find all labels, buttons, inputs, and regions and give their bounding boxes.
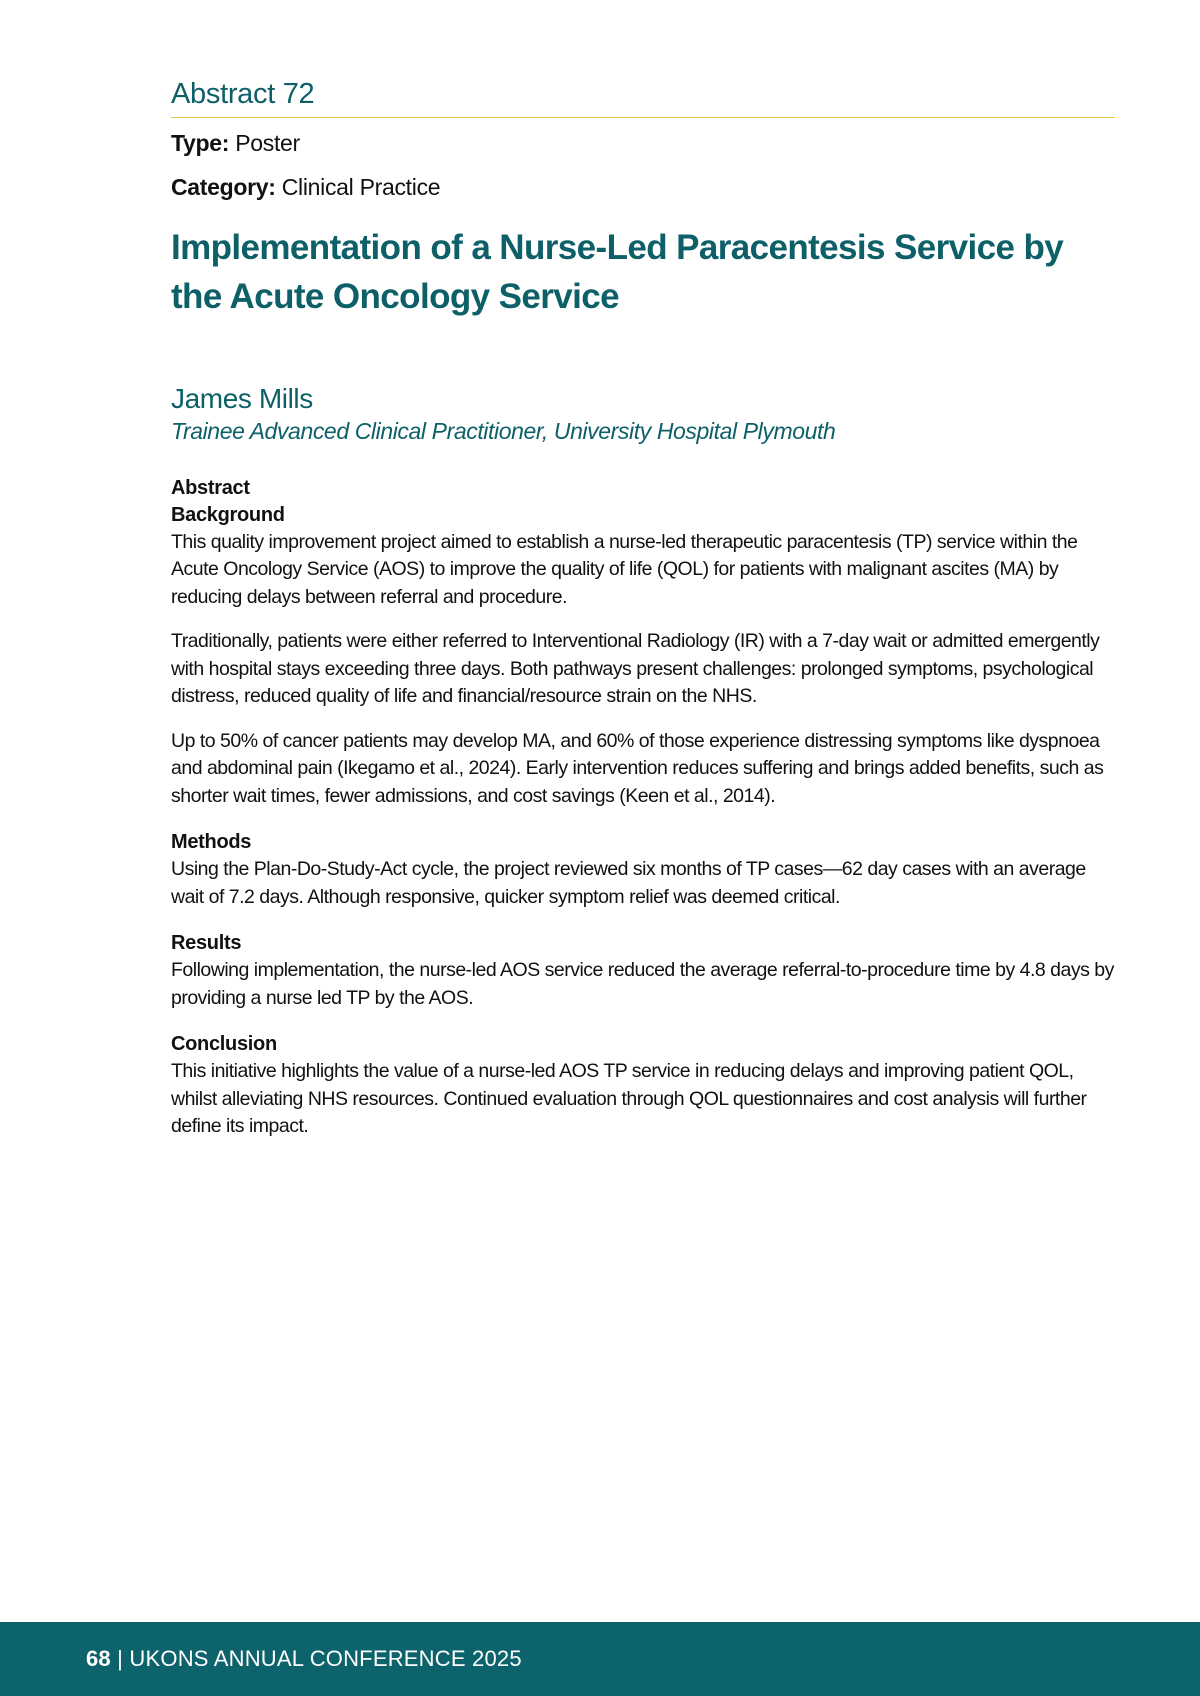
paragraph: Up to 50% of cancer patients may develop MA, and 60% of those experience distressing symptoms like dyspnoea and abdominal pain (Ikegamo et al., 2024). Early intervention reduces suffering and brings added benefits, such as shorter wait times, fewer admissions, and cost savings (Keen et al., 2014). bbox=[171, 729, 1104, 807]
section-heading: Conclusion bbox=[171, 1033, 277, 1056]
footer-page-number: 68 bbox=[86, 1646, 111, 1671]
footer-conference: UKONS ANNUAL CONFERENCE 2025 bbox=[129, 1646, 522, 1671]
abstract-number: Abstract 72 bbox=[171, 78, 1115, 118]
category-line bbox=[171, 174, 1115, 201]
section-results bbox=[171, 930, 1115, 1012]
section-heading: Background bbox=[171, 503, 285, 526]
type-line bbox=[171, 130, 1115, 157]
section-background bbox=[171, 502, 1115, 811]
paragraph: Traditionally, patients were either referred to Interventional Radiology (IR) with a 7-day wait or admitted emergently with hospital stays exceeding three days. Both pathways present challenges: prolonged symptoms, psychological distress, reduced quality of life and financial/resource strain on the NHS. bbox=[171, 630, 1100, 708]
type-label: Type: bbox=[171, 130, 230, 157]
author-affiliation: Trainee Advanced Clinical Practitioner, University Hospital Plymouth bbox=[171, 417, 836, 444]
author-name: James Mills bbox=[171, 383, 313, 415]
abstract-title bbox=[171, 223, 1115, 321]
type-value: Poster bbox=[235, 130, 300, 157]
paragraph: Using the Plan-Do-Study-Act cycle, the project reviewed six months of TP cases—62 day cases with an average wait of 7.2 days. Although responsive, quicker symptom relief was deemed critical. bbox=[171, 858, 1086, 908]
paragraph: This initiative highlights the value of a nurse-led AOS TP service in reducing delays and improving patient QOL, whilst alleviating NHS resources. Continued evaluation through QOL questionnaires and cost analysis will further define its impact. bbox=[171, 1060, 1087, 1138]
paragraph: Following implementation, the nurse-led AOS service reduced the average referral-to-procedure time by 4.8 days by providing a nurse led TP by the AOS. bbox=[171, 959, 1114, 1009]
category-label: Category: bbox=[171, 174, 276, 201]
footer-text bbox=[86, 1646, 522, 1672]
title-line-2: the Acute Oncology Service bbox=[171, 277, 619, 317]
section-heading: Results bbox=[171, 932, 242, 955]
title-line-1: Implementation of a Nurse-Led Paracentesis Service by bbox=[171, 228, 1064, 268]
section-methods bbox=[171, 829, 1115, 911]
footer-separator: | bbox=[110, 1646, 130, 1671]
abstract-heading: Abstract bbox=[171, 476, 250, 499]
page-footer bbox=[0, 1622, 1200, 1696]
abstract-page bbox=[171, 78, 1115, 1141]
category-value: Clinical Practice bbox=[281, 174, 441, 201]
paragraph: This quality improvement project aimed to establish a nurse-led therapeutic paracentesis (TP) service within the Acute Oncology Service (AOS) to improve the quality of life (QOL) for patients with malignant ascites (MA) by reducing delays between referral and procedure. bbox=[171, 530, 1078, 608]
section-conclusion bbox=[171, 1031, 1115, 1141]
section-heading: Methods bbox=[171, 831, 252, 854]
